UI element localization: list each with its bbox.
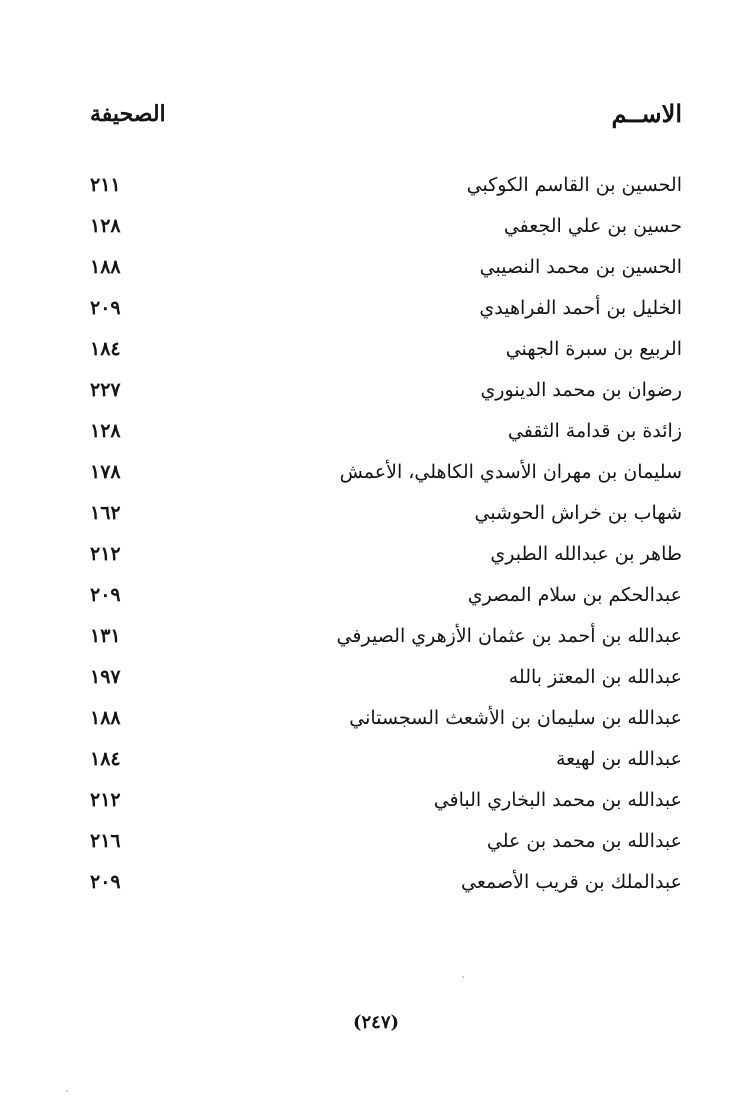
entry-page-number: ٢٢٧ bbox=[90, 379, 121, 401]
entry-name: عبدالله بن سليمان بن الأشعث السجستاني bbox=[349, 707, 682, 729]
entry-name: عبدالله بن محمد البخاري البافي bbox=[433, 789, 682, 811]
list-item bbox=[90, 739, 682, 780]
entry-name: عبدالله بن أحمد بن عثمان الأزهري الصيرفي bbox=[336, 625, 682, 647]
list-item bbox=[90, 452, 682, 493]
column-header bbox=[90, 92, 682, 136]
entry-page-number: ٢٠٩ bbox=[90, 584, 121, 606]
entry-name: الحسين بن محمد النصيبي bbox=[479, 256, 682, 278]
entry-name: رضوان بن محمد الدينوري bbox=[480, 379, 682, 401]
entry-page-number: ١٦٢ bbox=[90, 502, 121, 524]
entry-name: عبدالله بن لهيعة bbox=[555, 748, 682, 770]
entry-name: طاهر بن عبدالله الطبري bbox=[490, 543, 682, 565]
entry-name: شهاب بن خراش الحوشبي bbox=[474, 502, 682, 524]
list-item bbox=[90, 616, 682, 657]
entry-page-number: ١٨٤ bbox=[90, 338, 121, 360]
entry-page-number: ٢١٦ bbox=[90, 830, 121, 852]
entry-name: حسين بن علي الجعفي bbox=[503, 215, 682, 237]
entry-name: عبدالله بن محمد بن علي bbox=[486, 830, 682, 852]
entry-name: سليمان بن مهران الأسدي الكاهلي، الأعمش bbox=[339, 461, 682, 483]
entry-name: الخليل بن أحمد الفراهيدي bbox=[479, 297, 682, 319]
entry-name: زائدة بن قدامة الثقفي bbox=[507, 420, 682, 442]
entry-page-number: ٢١٢ bbox=[90, 543, 121, 565]
entry-page-number: ١٢٨ bbox=[90, 420, 121, 442]
name-column-heading: الاســم bbox=[611, 99, 682, 128]
entry-name: الحسين بن القاسم الكوكبي bbox=[466, 174, 682, 196]
entry-page-number: ١٣١ bbox=[90, 625, 121, 647]
entry-page-number: ١٨٤ bbox=[90, 748, 121, 770]
list-item bbox=[90, 821, 682, 862]
entry-name: الربيع بن سبرة الجهني bbox=[505, 338, 682, 360]
list-item bbox=[90, 862, 682, 903]
entry-page-number: ٢١١ bbox=[90, 174, 121, 196]
list-item bbox=[90, 370, 682, 411]
list-item bbox=[90, 534, 682, 575]
list-item bbox=[90, 247, 682, 288]
entry-name: عبدالله بن المعتز بالله bbox=[508, 666, 682, 688]
list-item bbox=[90, 288, 682, 329]
page-number: (٢٤٧) bbox=[352, 1012, 400, 1033]
entry-page-number: ١٨٨ bbox=[90, 256, 121, 278]
paper-speck bbox=[66, 1090, 68, 1092]
entry-page-number: ١٨٨ bbox=[90, 707, 121, 729]
entry-page-number: ١٩٧ bbox=[90, 666, 121, 688]
list-item bbox=[90, 575, 682, 616]
entry-name: عبدالملك بن قريب الأصمعي bbox=[460, 871, 682, 893]
list-item bbox=[90, 493, 682, 534]
index-list bbox=[90, 165, 682, 903]
list-item bbox=[90, 329, 682, 370]
entry-page-number: ١٧٨ bbox=[90, 461, 121, 483]
entry-name: عبدالحكم بن سلام المصري bbox=[467, 584, 682, 606]
entry-page-number: ٢٠٩ bbox=[90, 871, 121, 893]
list-item bbox=[90, 657, 682, 698]
list-item bbox=[90, 411, 682, 452]
page-column-heading: الصحيفة bbox=[90, 101, 166, 127]
list-item bbox=[90, 698, 682, 739]
paper-speck bbox=[462, 976, 464, 978]
entry-page-number: ٢١٢ bbox=[90, 789, 121, 811]
entry-page-number: ١٢٨ bbox=[90, 215, 121, 237]
list-item bbox=[90, 780, 682, 821]
list-item bbox=[90, 165, 682, 206]
list-item bbox=[90, 206, 682, 247]
entry-page-number: ٢٠٩ bbox=[90, 297, 121, 319]
